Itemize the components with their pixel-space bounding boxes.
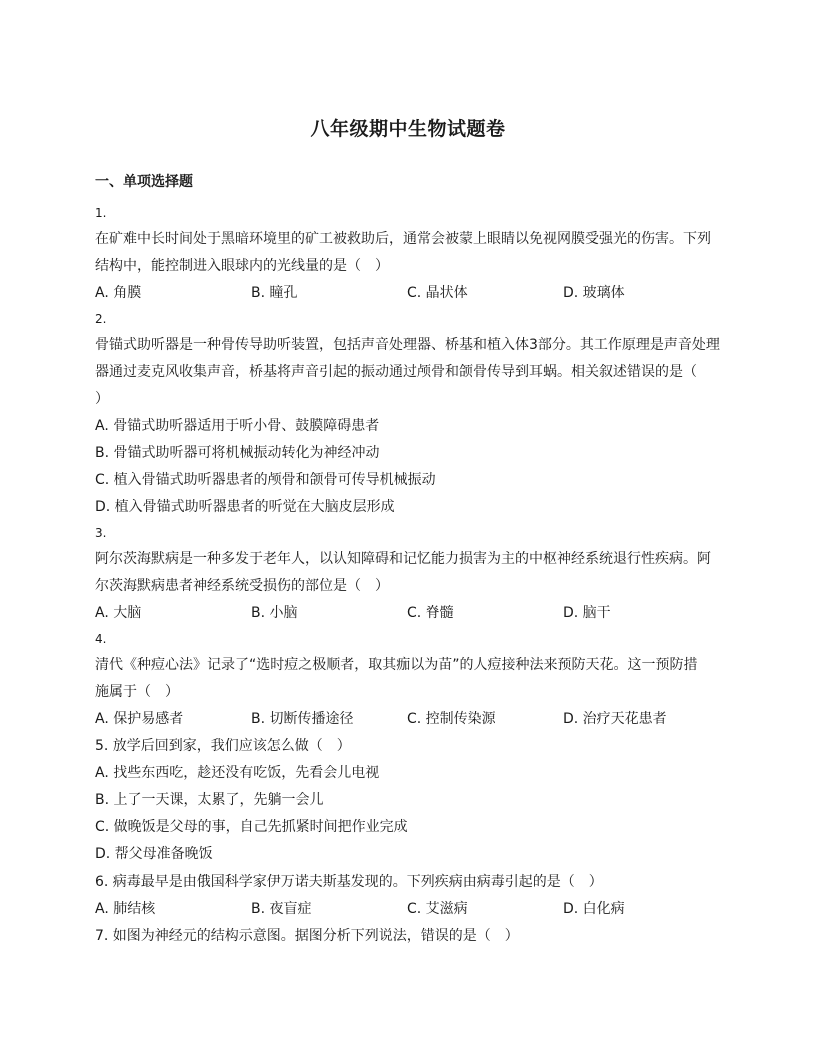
q4-options: [95, 709, 735, 729]
q3-option-a: A. 大脑: [95, 605, 142, 621]
q2-option-d: D. 植入骨锚式助听器患者的听觉在大脑皮层形成: [95, 499, 395, 515]
q5-stem: 5. 放学后回到家，我们应该怎么做（ ）: [95, 738, 351, 754]
q6-options: [95, 899, 735, 919]
q1-option-a: A. 角膜: [95, 285, 142, 301]
q4-number: 4.: [95, 632, 107, 646]
q1-option-b: B. 瞳孔: [251, 285, 298, 301]
q4-option-c: C. 控制传染源: [407, 711, 496, 727]
q3-option-b: B. 小脑: [251, 605, 298, 621]
q1-number: 1.: [95, 206, 107, 220]
q5-option-c: C. 做晚饭是父母的事，自己先抓紧时间把作业完成: [95, 819, 408, 835]
q1-stem-line-2: 结构中，能控制进入眼球内的光线量的是（ ）: [95, 258, 389, 274]
q7-stem: 7. 如图为神经元的结构示意图。据图分析下列说法，错误的是（ ）: [95, 928, 519, 944]
q1-stem-line-1: 在矿难中长时间处于黑暗环境里的矿工被救助后，通常会被蒙上眼睛以免视网膜受强光的伤害。下列: [95, 231, 711, 247]
q2-option-c: C. 植入骨锚式助听器患者的颅骨和颌骨可传导机械振动: [95, 472, 436, 488]
page-title: 八年级期中生物试题卷: [310, 118, 506, 140]
q2-option-a: A. 骨锚式助听器适用于听小骨、鼓膜障碍患者: [95, 418, 380, 434]
q6-option-a: A. 肺结核: [95, 901, 156, 917]
q4-option-d: D. 治疗天花患者: [563, 711, 667, 727]
q4-option-b: B. 切断传播途径: [251, 711, 354, 727]
q3-option-d: D. 脑干: [563, 605, 611, 621]
q3-option-c: C. 脊髓: [407, 605, 454, 621]
q2-stem-line-1: 骨锚式助听器是一种骨传导助听装置，包括声音处理器、桥基和植入体3部分。其工作原理是声音处理: [95, 337, 720, 353]
q3-stem-line-2: 尔茨海默病患者神经系统受损伤的部位是（ ）: [95, 578, 389, 594]
q4-stem-line-2: 施属于（ ）: [95, 684, 179, 700]
q3-stem-line-1: 阿尔茨海默病是一种多发于老年人，以认知障碍和记忆能力损害为主的中枢神经系统退行性疾病。阿: [95, 551, 711, 567]
section-heading: 一、单项选择题: [95, 174, 193, 190]
q6-option-b: B. 夜盲症: [251, 901, 312, 917]
q1-option-c: C. 晶状体: [407, 285, 468, 301]
q5-option-d: D. 帮父母准备晚饭: [95, 846, 213, 862]
q4-stem-line-1: 清代《种痘心法》记录了“选时痘之极顺者，取其痂以为苗”的人痘接种法来预防天花。这一预防措: [95, 657, 698, 673]
q6-option-d: D. 白化病: [563, 901, 625, 917]
q2-stem-line-3: ）: [95, 391, 109, 407]
q2-number: 2.: [95, 312, 107, 326]
q1-option-d: D. 玻璃体: [563, 285, 625, 301]
q5-option-b: B. 上了一天课，太累了，先躺一会儿: [95, 792, 324, 808]
q3-number: 3.: [95, 526, 107, 540]
q5-option-a: A. 找些东西吃，趁还没有吃饭，先看会儿电视: [95, 765, 380, 781]
q3-options: [95, 603, 735, 623]
q2-option-b: B. 骨锚式助听器可将机械振动转化为神经冲动: [95, 445, 380, 461]
q1-options: [95, 283, 735, 303]
q6-option-c: C. 艾滋病: [407, 901, 468, 917]
q6-stem: 6. 病毒最早是由俄国科学家伊万诺夫斯基发现的。下列疾病由病毒引起的是（ ）: [95, 874, 603, 890]
q4-option-a: A. 保护易感者: [95, 711, 184, 727]
q2-stem-line-2: 器通过麦克风收集声音，桥基将声音引起的振动通过颅骨和颌骨传导到耳蜗。相关叙述错误的是（: [95, 364, 697, 380]
